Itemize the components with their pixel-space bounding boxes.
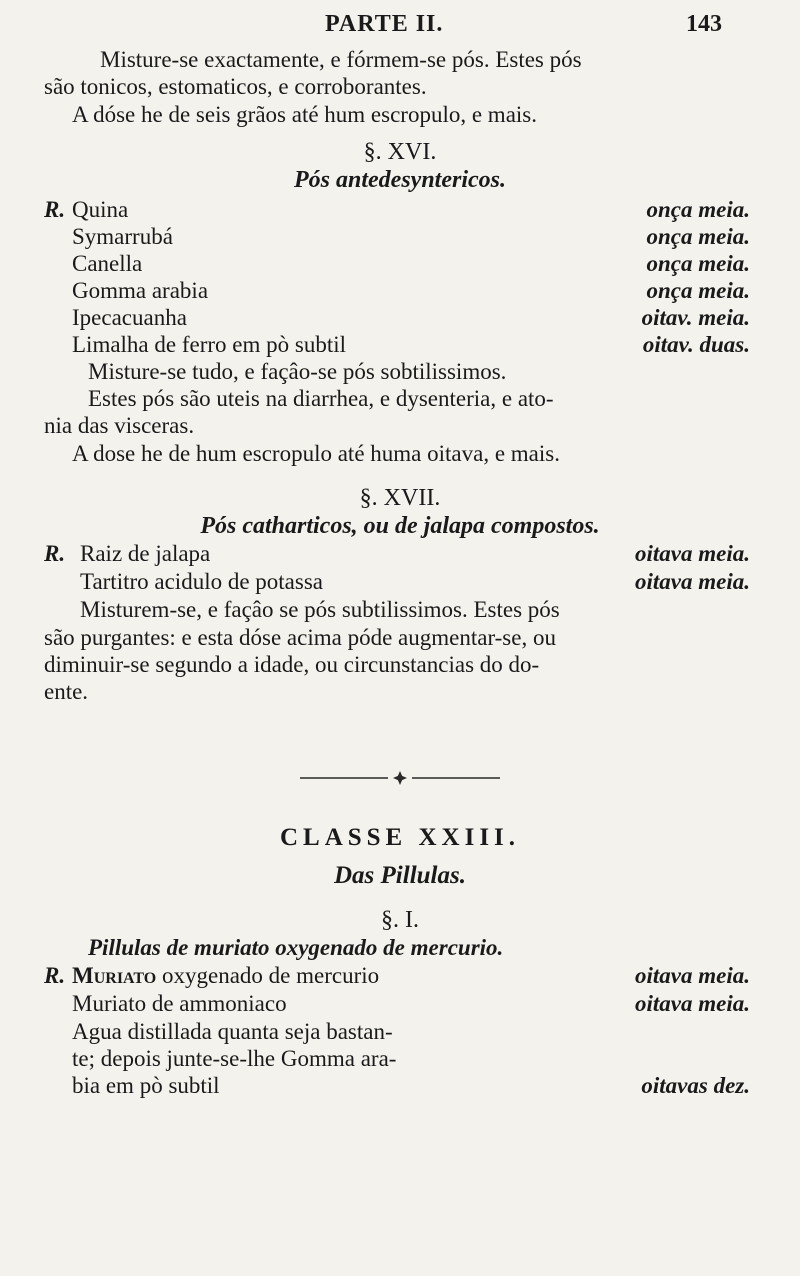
intro-line-3: A dóse he de seis grãos até hum escropulo, e mais.: [72, 102, 537, 127]
section-1-title: Pillulas de muriato oxygenado de mercurio.: [88, 935, 504, 960]
section-16-use-line-1: Estes pós são uteis na diarrhea, e dysenteria, e ato-: [88, 386, 554, 411]
ingredient-name: Tartitro acidulo de potassa: [80, 569, 324, 594]
section-16-title: Pós antedesyntericos.: [294, 167, 506, 193]
ornament-divider: [300, 770, 500, 786]
ingredient-name: Raiz de jalapa: [80, 541, 211, 566]
running-head-title: PARTE II.: [325, 11, 444, 37]
ingredient-name: Gomma arabia: [72, 278, 209, 303]
ingredient-name: [72, 962, 379, 990]
ingredient-name: Quina: [72, 197, 129, 222]
section-16-number: §. XVI.: [363, 139, 437, 165]
intro-line-1: Misture-se exactamente, e fórmem-se pós. Estes pós: [100, 47, 582, 72]
ingredient-name: Muriato de ammoniaco: [72, 991, 287, 1016]
ingredient-qty: onça meia.: [646, 251, 750, 276]
water-line-1: Agua distillada quanta seja bastan-: [72, 1019, 393, 1044]
ingredient-name: Limalha de ferro em pò subtil: [72, 332, 347, 357]
ingredient-name: Ipecacuanha: [72, 305, 187, 330]
ingredient-qty: oitav. duas.: [642, 332, 750, 357]
water-line-2: te; depois junte-se-lhe Gomma ara-: [72, 1046, 397, 1071]
ingredient-qty: oitav. meia.: [641, 305, 750, 330]
ingredient-qty: oitavas dez.: [641, 1073, 750, 1098]
page-number: 143: [686, 11, 722, 37]
section-17-text-line-4: ente.: [44, 679, 89, 704]
section-1-number: §. I.: [381, 907, 419, 933]
classe-heading: CLASSE XXIII.: [279, 824, 521, 851]
ingredient-qty: oitava meia.: [635, 541, 750, 566]
section-17-text-line-1: Misturem-se, e façâo se pós subtilissimos. Estes pós: [80, 597, 560, 622]
section-16-dose: A dose he de hum escropulo até huma oitava, e mais.: [72, 441, 560, 466]
recipe-marker: R.: [44, 197, 66, 222]
ingredient-qty: onça meia.: [646, 224, 750, 249]
section-17-number: §. XVII.: [359, 485, 441, 511]
ingredient-name: Canella: [72, 251, 143, 276]
ingredient-name-rest: oxygenado de mercurio: [156, 963, 380, 988]
ingredient-qty: oitava meia.: [635, 991, 750, 1016]
ingredient-qty: onça meia.: [646, 278, 750, 303]
ingredient-name: Symarrubá: [72, 224, 173, 249]
section-16-use-line-2: nia das visceras.: [44, 413, 195, 438]
ingredient-qty: oitava meia.: [635, 963, 750, 988]
recipe-marker: R.: [44, 963, 66, 988]
section-17-text-line-3: diminuir-se segundo a idade, ou circunstancias do do-: [44, 652, 540, 677]
classe-subtitle: Das Pillulas.: [334, 862, 466, 889]
intro-line-2: são tonicos, estomaticos, e corroborantes.: [44, 74, 427, 99]
recipe-marker: R.: [44, 541, 66, 566]
section-17-title: Pós catharticos, ou de jalapa compostos.: [200, 513, 600, 539]
ingredient-qty: oitava meia.: [635, 569, 750, 594]
section-16-instruction: Misture-se tudo, e façâo-se pós sobtilissimos.: [88, 359, 507, 384]
ingredient-name-caps: Muriato: [72, 963, 157, 988]
water-line-3: bia em pò subtil: [72, 1073, 220, 1098]
section-17-text-line-2: são purgantes: e esta dóse acima póde augmentar-se, ou: [44, 625, 556, 650]
ingredient-qty: onça meia.: [646, 197, 750, 222]
